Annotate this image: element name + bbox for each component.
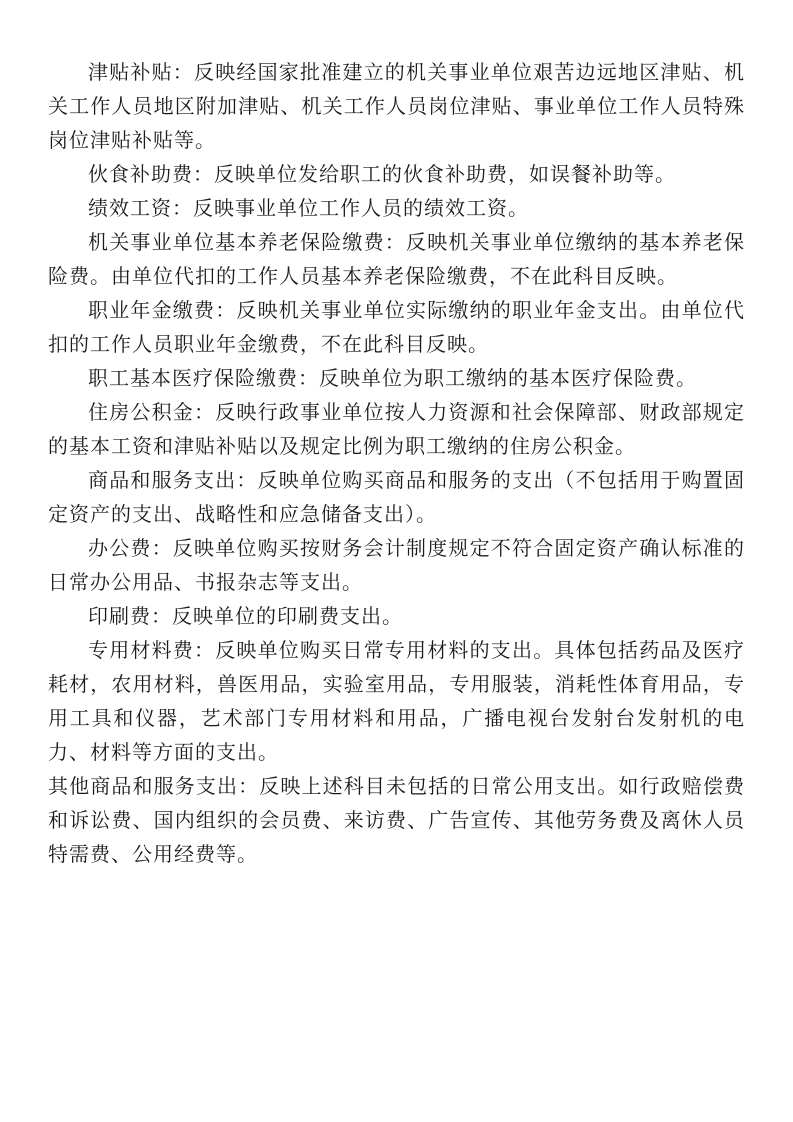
paragraph-printing-expenses: 印刷费：反映单位的印刷费支出。 bbox=[88, 604, 403, 628]
paragraph-allowance-subsidy: 津贴补贴：反映经国家批准建立的机关事业单位艰苦边远地区津贴、机关工作人员地区附加津贴、机关工作人员岗位津贴、事业单位工作人员特殊岗位津贴补贴等。 bbox=[48, 60, 745, 152]
paragraph-medical-insurance: 职工基本医疗保险缴费：反映单位为职工缴纳的基本医疗保险费。 bbox=[88, 366, 697, 390]
paragraph-special-materials: 专用材料费：反映单位购买日常专用材料的支出。具体包括药品及医疗耗材，农用材料，兽医用品，实验室用品，专用服装，消耗性体育用品，专用工具和仪器，艺术部门专用材料和用品，广播电视台发射台发射机的电力、材料等方面的支出。 bbox=[48, 638, 745, 764]
document-body bbox=[48, 55, 745, 871]
paragraph-goods-services: 商品和服务支出：反映单位购买商品和服务的支出（不包括用于购置固定资产的支出、战略性和应急储备支出）。 bbox=[48, 468, 745, 526]
paragraph-housing-fund: 住房公积金：反映行政事业单位按人力资源和社会保障部、财政部规定的基本工资和津贴补贴以及规定比例为职工缴纳的住房公积金。 bbox=[48, 400, 745, 458]
paragraph-performance-pay: 绩效工资：反映事业单位工作人员的绩效工资。 bbox=[88, 196, 529, 220]
paragraph-meal-subsidy: 伙食补助费：反映单位发给职工的伙食补助费，如误餐补助等。 bbox=[88, 162, 676, 186]
paragraph-occupational-annuity: 职业年金缴费：反映机关事业单位实际缴纳的职业年金支出。由单位代扣的工作人员职业年金缴费，不在此科目反映。 bbox=[48, 298, 745, 356]
paragraph-pension-insurance: 机关事业单位基本养老保险缴费：反映机关事业单位缴纳的基本养老保险费。由单位代扣的工作人员基本养老保险缴费，不在此科目反映。 bbox=[48, 230, 745, 288]
paragraph-office-expenses: 办公费：反映单位购买按财务会计制度规定不符合固定资产确认标准的日常办公用品、书报杂志等支出。 bbox=[48, 536, 745, 594]
paragraph-other-goods-services: 其他商品和服务支出：反映上述科目未包括的日常公用支出。如行政赔偿费和诉讼费、国内组织的会员费、来访费、广告宣传、其他劳务费及离休人员特需费、公用经费等。 bbox=[48, 774, 745, 866]
